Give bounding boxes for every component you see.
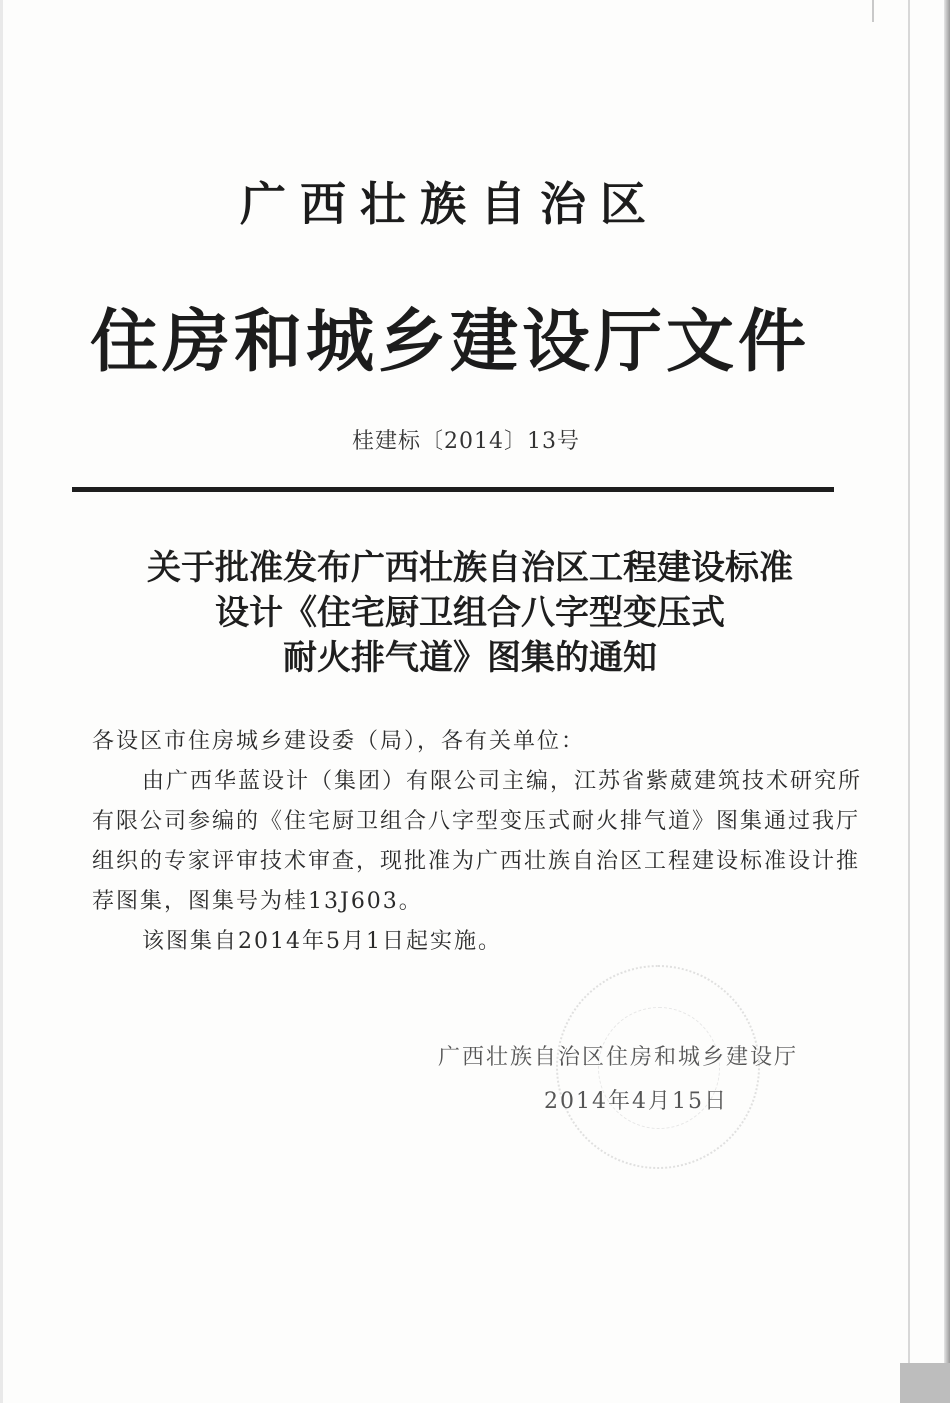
title-line: 耐火排气道》图集的通知	[283, 638, 657, 678]
signature-date: 2014年4月15日	[544, 1089, 728, 1114]
title-line: 关于批准发布广西壮族自治区工程建设标准	[147, 548, 793, 588]
header-divider	[72, 487, 834, 492]
document-number: 桂建标〔2014〕13号	[352, 429, 580, 454]
scan-corner-shadow	[900, 1363, 950, 1403]
notice-title	[60, 546, 880, 681]
signature-organization: 广西壮族自治区住房和城乡建设厅	[438, 1045, 799, 1070]
scan-edge-line	[908, 0, 910, 1403]
salutation: 各设区市住房城乡建设委（局），各有关单位：	[92, 729, 586, 754]
body-paragraph: 由广西华蓝设计（集团）有限公司主编，江苏省紫葳建筑技术研究所有限公司参编的《住宅厨卫组合八字型变压式耐火排气道》图集通过我厅组织的专家评审技术审查，现批准为广西壮族自治区工程建设标准设计推荐图集，图集号为桂13J603。	[92, 769, 863, 914]
issuer-department: 住房和城乡建设厅文件	[89, 302, 810, 382]
scan-edge-right	[944, 0, 950, 1403]
scan-edge-top-mark	[872, 0, 888, 22]
body-paragraph: 该图集自2014年5月1日起实施。	[142, 929, 502, 954]
title-line: 设计《住宅厨卫组合八字型变压式	[215, 593, 725, 633]
notice-body	[92, 722, 862, 962]
issuer-region: 广西壮族自治区	[240, 177, 660, 231]
